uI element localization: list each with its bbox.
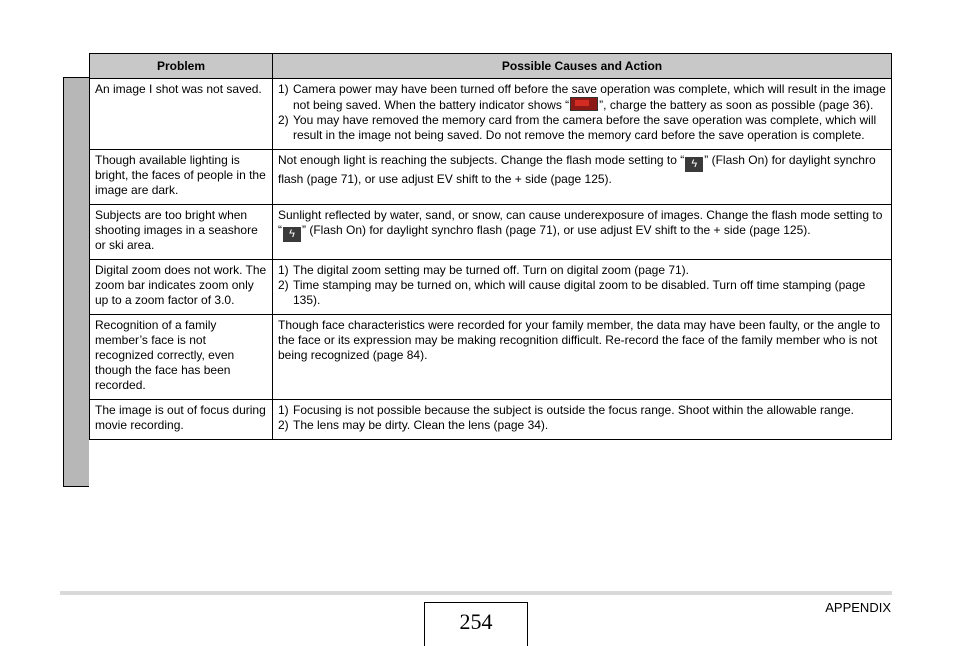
item-text-before: Camera power may have been turned off before the save operation was complete, which will result in the image not being saved. When the battery indicator shows “ [293,82,886,112]
table-header-row [90,54,892,79]
causes-cell [273,260,892,315]
item-number: 2) [278,113,289,127]
list-item [278,263,886,278]
list-item [278,82,886,113]
list-item [278,403,886,418]
item-text: Focusing is not possible because the subject is outside the focus range. Shoot within the allowable range. [293,403,855,417]
page-number: 254 [424,602,528,646]
item-number: 2) [278,278,289,292]
table-row [90,150,892,205]
problem-cell: Digital zoom does not work. The zoom bar indicates zoom only up to a zoom factor of 3.0. [90,260,273,315]
item-text-after: ”, charge the battery as soon as possible (page 36). [599,98,874,112]
item-number: 1) [278,82,289,96]
column-header-problem: Problem [90,54,273,79]
table-row [90,400,892,440]
cause-text-before: Not enough light is reaching the subjects. Change the flash mode setting to “ [278,153,685,167]
problem-cell: Subjects are too bright when shooting images in a seashore or ski area. [90,205,273,260]
item-text: The digital zoom setting may be turned off. Turn on digital zoom (page 71). [293,263,689,277]
list-item [278,113,886,143]
item-text: Time stamping may be turned on, which will cause digital zoom to be disabled. Turn off time stamping (page 135). [293,278,866,307]
causes-cell: Though face characteristics were recorded for your family member, the data may have been faulty, or the angle to the face or its expression may be making recognition difficult. Re-record the face of the family member who is not being recognized (page 84). [273,315,892,400]
table-row [90,260,892,315]
causes-list [278,82,886,143]
item-text: The lens may be dirty. Clean the lens (page 34). [293,418,549,432]
causes-cell [273,150,892,205]
list-item [278,278,886,308]
flash-on-icon: ϟ [283,227,301,242]
cause-text-before: Sunlight reflected by water, sand, or snow, can cause underexposure of images. Change the flash mode setting to “ [278,208,883,237]
causes-list [278,403,886,433]
footer-rule [60,591,892,595]
flash-on-icon: ϟ [685,157,703,172]
table-row [90,79,892,150]
item-text: You may have removed the memory card from the camera before the save operation was complete, which will result in the image not being saved. Do not remove the memory card before the save operation is complete. [293,113,877,142]
battery-low-icon [570,97,598,111]
cause-text-after: ” (Flash On) for daylight synchro flash (page 71), or use adjust EV shift to the + side (page 125). [278,153,876,186]
column-header-causes: Possible Causes and Action [273,54,892,79]
problem-cell: An image I shot was not saved. [90,79,273,150]
problem-cell: The image is out of focus during movie recording. [90,400,273,440]
causes-cell [273,205,892,260]
item-number: 1) [278,263,289,277]
problem-cell: Recognition of a family member’s face is not recognized correctly, even though the face has been recorded. [90,315,273,400]
item-number: 2) [278,418,289,432]
table-row [90,315,892,400]
causes-cell [273,400,892,440]
problem-cell: Though available lighting is bright, the faces of people in the image are dark. [90,150,273,205]
item-number: 1) [278,403,289,417]
causes-cell [273,79,892,150]
section-label: APPENDIX [825,600,891,615]
section-tab-bar [63,77,89,487]
troubleshooting-table [89,53,892,440]
cause-text-after: ” (Flash On) for daylight synchro flash (page 71), or use adjust EV shift to the + side (page 125). [302,223,811,237]
table-row [90,205,892,260]
causes-list [278,263,886,308]
list-item [278,418,886,433]
